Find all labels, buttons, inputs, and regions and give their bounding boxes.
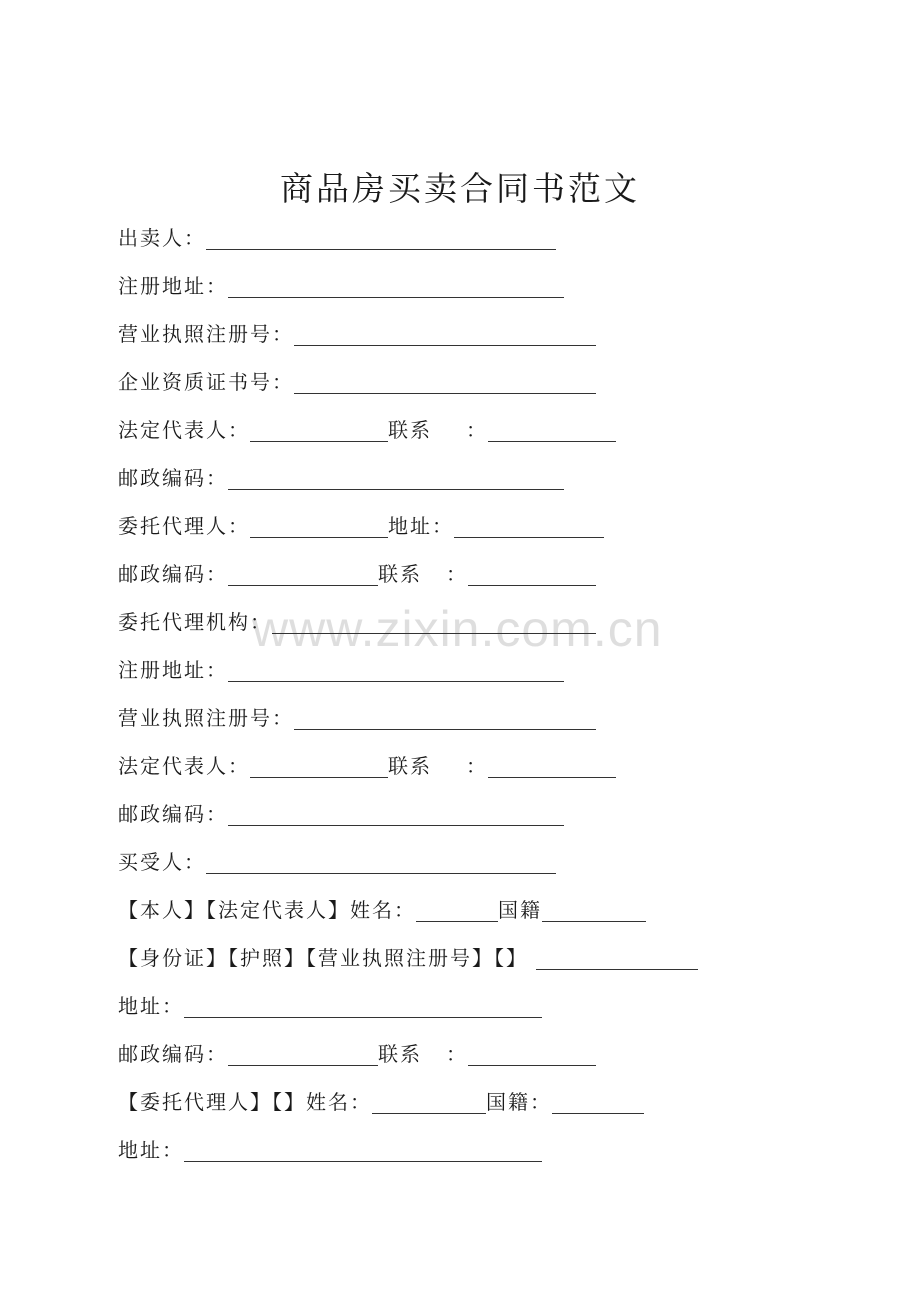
document-title: 商品房买卖合同书范文 (280, 169, 640, 208)
buyer-identity-label: 【本人】【法定代表人】姓名： (118, 898, 416, 922)
address-label: 地址： (118, 1138, 184, 1162)
agent-blank[interactable] (250, 513, 388, 538)
business-reg-label: 营业执照注册号： (118, 322, 294, 346)
postcode-row-4 (118, 1038, 596, 1070)
legal-rep-row-2 (118, 750, 616, 782)
postcode-label: 邮政编码： (118, 1042, 228, 1066)
buyer-address-row (118, 990, 542, 1022)
postcode-row-2 (118, 558, 596, 590)
legal-rep-row-1 (118, 414, 616, 446)
contact-label: 联系 (378, 1042, 422, 1066)
contact-label: 联系 (388, 754, 432, 778)
agent-address-label: 地址： (388, 514, 454, 538)
reg-address-label: 注册地址： (118, 274, 228, 298)
contact-blank[interactable] (488, 753, 616, 778)
buyer-agent-name-blank[interactable] (372, 1089, 486, 1114)
contact-colon: ： (466, 418, 488, 442)
address-blank[interactable] (184, 993, 542, 1018)
agent-row (118, 510, 604, 542)
agent-label: 委托代理人： (118, 514, 250, 538)
reg-address-row-2 (118, 654, 564, 686)
reg-address-row-1 (118, 270, 564, 302)
watermark: www.zixin.com.cn (252, 601, 663, 657)
qualification-label: 企业资质证书号： (118, 370, 294, 394)
buyer-label: 买受人： (118, 850, 206, 874)
postcode-label: 邮政编码： (118, 466, 228, 490)
legal-rep-label: 法定代表人： (118, 754, 250, 778)
id-type-label: 【身份证】【护照】【营业执照注册号】【】 (118, 946, 528, 970)
business-reg-label: 营业执照注册号： (118, 706, 294, 730)
contact-colon: ： (466, 754, 488, 778)
postcode-row-3 (118, 798, 564, 830)
business-reg-blank[interactable] (294, 705, 596, 730)
buyer-agent-label: 【委托代理人】【】姓名： (118, 1090, 372, 1114)
qualification-row (118, 366, 596, 398)
id-number-blank[interactable] (536, 945, 698, 970)
agency-blank[interactable] (272, 609, 596, 634)
reg-address-blank[interactable] (228, 273, 564, 298)
postcode-label: 邮政编码： (118, 802, 228, 826)
postcode-blank[interactable] (228, 465, 564, 490)
contact-blank[interactable] (468, 561, 596, 586)
id-type-row (118, 942, 698, 974)
agency-row (118, 606, 596, 638)
contact-colon: ： (446, 1042, 468, 1066)
buyer-blank[interactable] (206, 849, 556, 874)
postcode-row-1 (118, 462, 564, 494)
contact-label: 联系 (378, 562, 422, 586)
address-label: 地址： (118, 994, 184, 1018)
buyer-identity-row (118, 894, 646, 926)
postcode-blank[interactable] (228, 801, 564, 826)
nationality-blank[interactable] (542, 897, 646, 922)
business-reg-row-1 (118, 318, 596, 350)
contact-label: 联系 (388, 418, 432, 442)
seller-row (118, 222, 556, 254)
reg-address-blank[interactable] (228, 657, 564, 682)
reg-address-label: 注册地址： (118, 658, 228, 682)
legal-rep-label: 法定代表人： (118, 418, 250, 442)
nationality-label: 国籍 (498, 898, 542, 922)
contact-blank[interactable] (468, 1041, 596, 1066)
nationality-blank[interactable] (552, 1089, 644, 1114)
seller-blank[interactable] (206, 225, 556, 250)
legal-rep-blank[interactable] (250, 417, 388, 442)
qualification-blank[interactable] (294, 369, 596, 394)
postcode-blank[interactable] (228, 561, 378, 586)
contact-colon: ： (446, 562, 468, 586)
postcode-label: 邮政编码： (118, 562, 228, 586)
buyer-row (118, 846, 556, 878)
contact-blank[interactable] (488, 417, 616, 442)
agency-label: 委托代理机构： (118, 610, 272, 634)
business-reg-blank[interactable] (294, 321, 596, 346)
business-reg-row-2 (118, 702, 596, 734)
buyer-agent-address-row (118, 1134, 542, 1166)
postcode-blank[interactable] (228, 1041, 378, 1066)
legal-rep-blank[interactable] (250, 753, 388, 778)
buyer-agent-row (118, 1086, 644, 1118)
address-blank[interactable] (184, 1137, 542, 1162)
seller-label: 出卖人： (118, 226, 206, 250)
buyer-name-blank[interactable] (416, 897, 498, 922)
agent-address-blank[interactable] (454, 513, 604, 538)
nationality-label: 国籍： (486, 1090, 552, 1114)
